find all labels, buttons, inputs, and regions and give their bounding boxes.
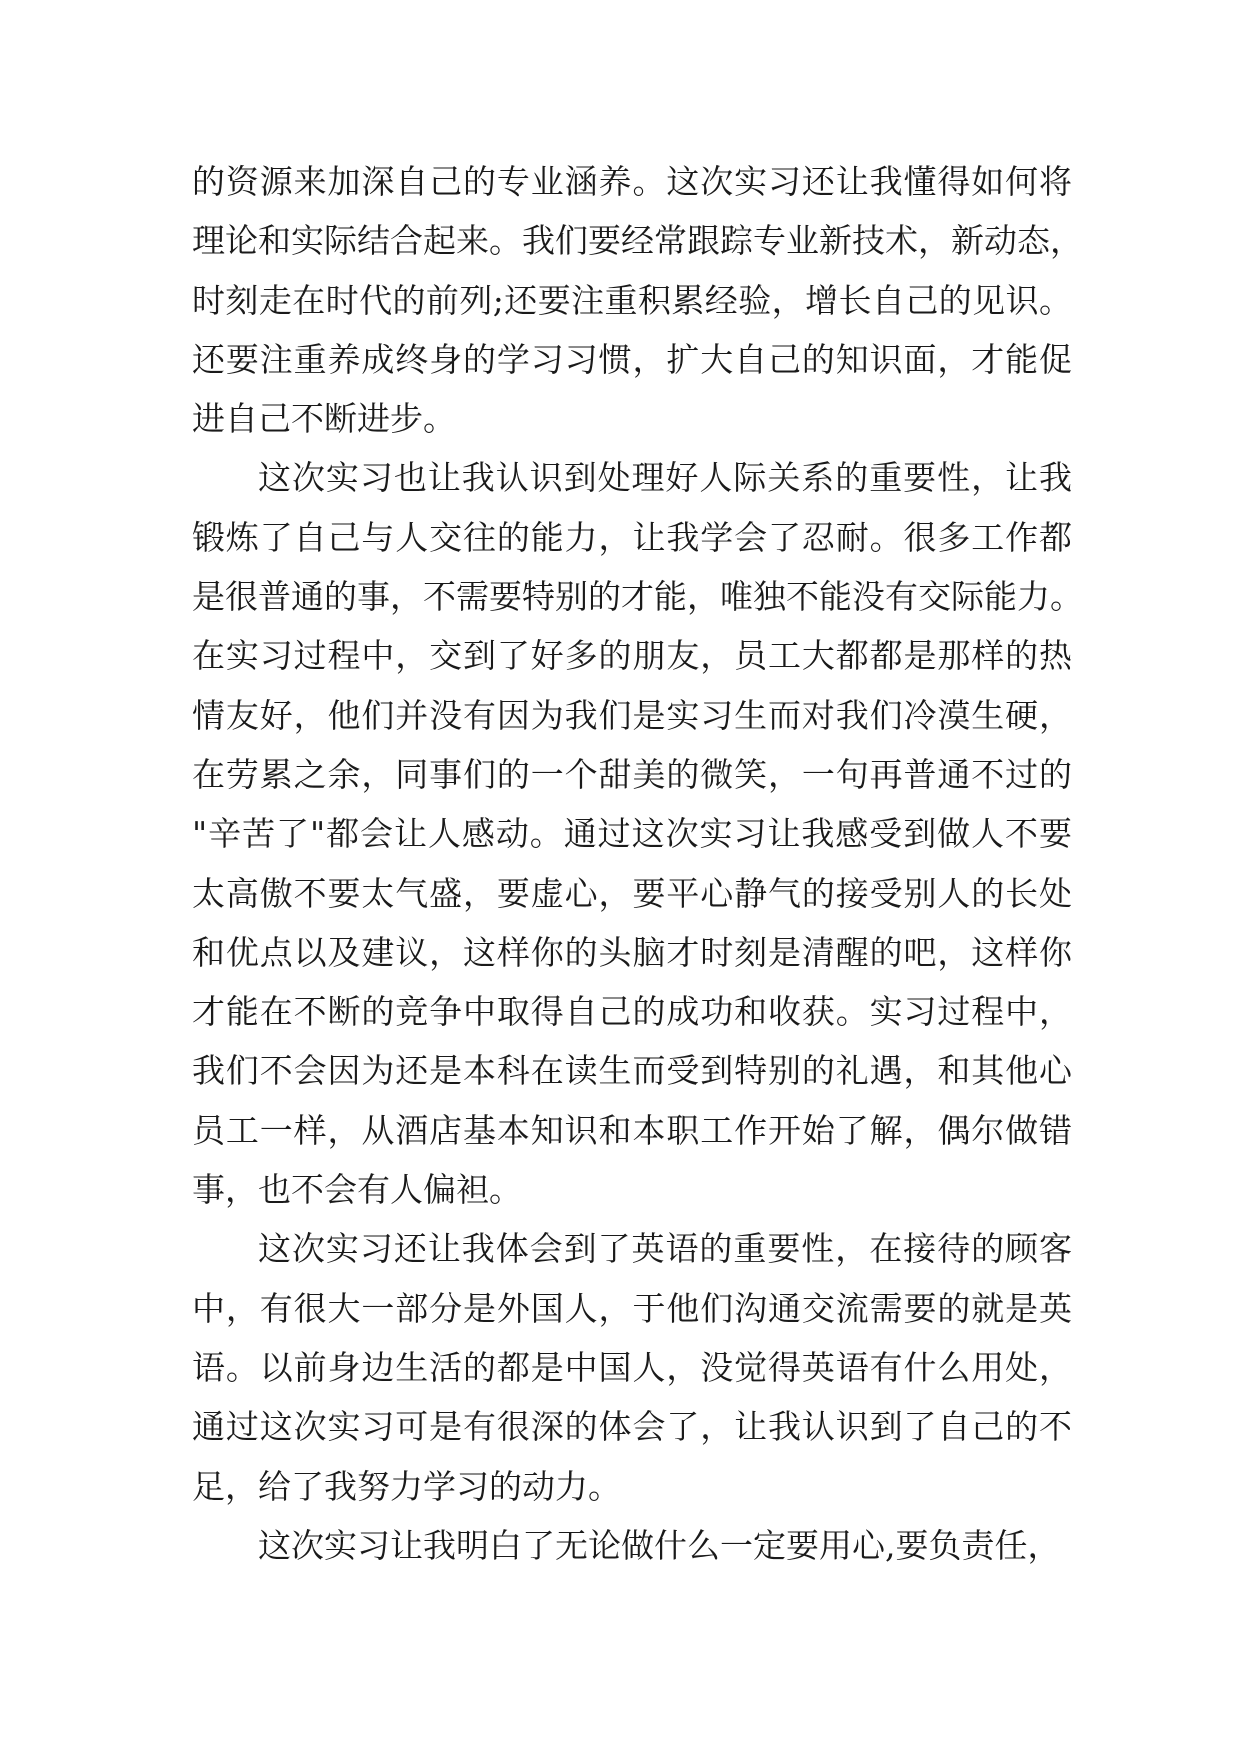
text-line: 太高傲不要太气盛，要虚心，要平心静气的接受别人的长处	[192, 873, 1072, 913]
text-line: 情友好，他们并没有因为我们是实习生而对我们冷漠生硬，	[192, 695, 1072, 735]
paragraph	[192, 1516, 1072, 1575]
text-line: 和优点以及建议，这样你的头脑才时刻是清醒的吧，这样你	[192, 932, 1072, 972]
text-line: 中，有很大一部分是外国人，于他们沟通交流需要的就是英	[192, 1288, 1072, 1328]
text-line: 通过这次实习可是有很深的体会了，让我认识到了自己的不	[192, 1407, 1072, 1447]
text-line: "辛苦了"都会让人感动。通过这次实习让我感受到做人不要	[192, 814, 1072, 854]
text-line: 在实习过程中，交到了好多的朋友，员工大都都是那样的热	[192, 636, 1072, 676]
text-line: 理论和实际结合起来。我们要经常跟踪专业新技术，新动态，	[192, 221, 1083, 261]
text-line: 语。以前身边生活的都是中国人，没觉得英语有什么用处，	[192, 1347, 1072, 1387]
text-line: 这次实习还让我体会到了英语的重要性，在接待的顾客	[258, 1229, 1072, 1269]
text-line: 在劳累之余，同事们的一个甜美的微笑，一句再普通不过的	[192, 754, 1072, 794]
text-line: 我们不会因为还是本科在读生而受到特别的礼遇，和其他心	[192, 1051, 1072, 1091]
text-line: 是很普通的事，不需要特别的才能，唯独不能没有交际能力。	[192, 577, 1083, 617]
body-text	[192, 152, 1083, 1575]
text-line: 进自己不断进步。	[192, 399, 456, 439]
paragraph	[192, 1219, 1072, 1515]
text-line: 才能在不断的竞争中取得自己的成功和收获。实习过程中，	[192, 992, 1072, 1032]
text-line: 这次实习也让我认识到处理好人际关系的重要性，让我	[258, 458, 1072, 498]
text-line: 这次实习让我明白了无论做什么一定要用心,要负责任，	[258, 1525, 1061, 1565]
paragraph	[192, 448, 1083, 1219]
text-line: 锻炼了自己与人交往的能力，让我学会了忍耐。很多工作都	[192, 517, 1072, 557]
paragraph	[192, 152, 1083, 448]
text-line: 员工一样，从酒店基本知识和本职工作开始了解，偶尔做错	[192, 1110, 1072, 1150]
text-line: 还要注重养成终身的学习习惯，扩大自己的知识面，才能促	[192, 339, 1072, 379]
text-line: 事，也不会有人偏袒。	[192, 1170, 522, 1210]
text-line: 的资源来加深自己的专业涵养。这次实习还让我懂得如何将	[192, 162, 1072, 201]
text-line: 时刻走在时代的前列;还要注重积累经验，增长自己的见识。	[192, 280, 1072, 320]
text-line: 足，给了我努力学习的动力。	[192, 1466, 621, 1506]
